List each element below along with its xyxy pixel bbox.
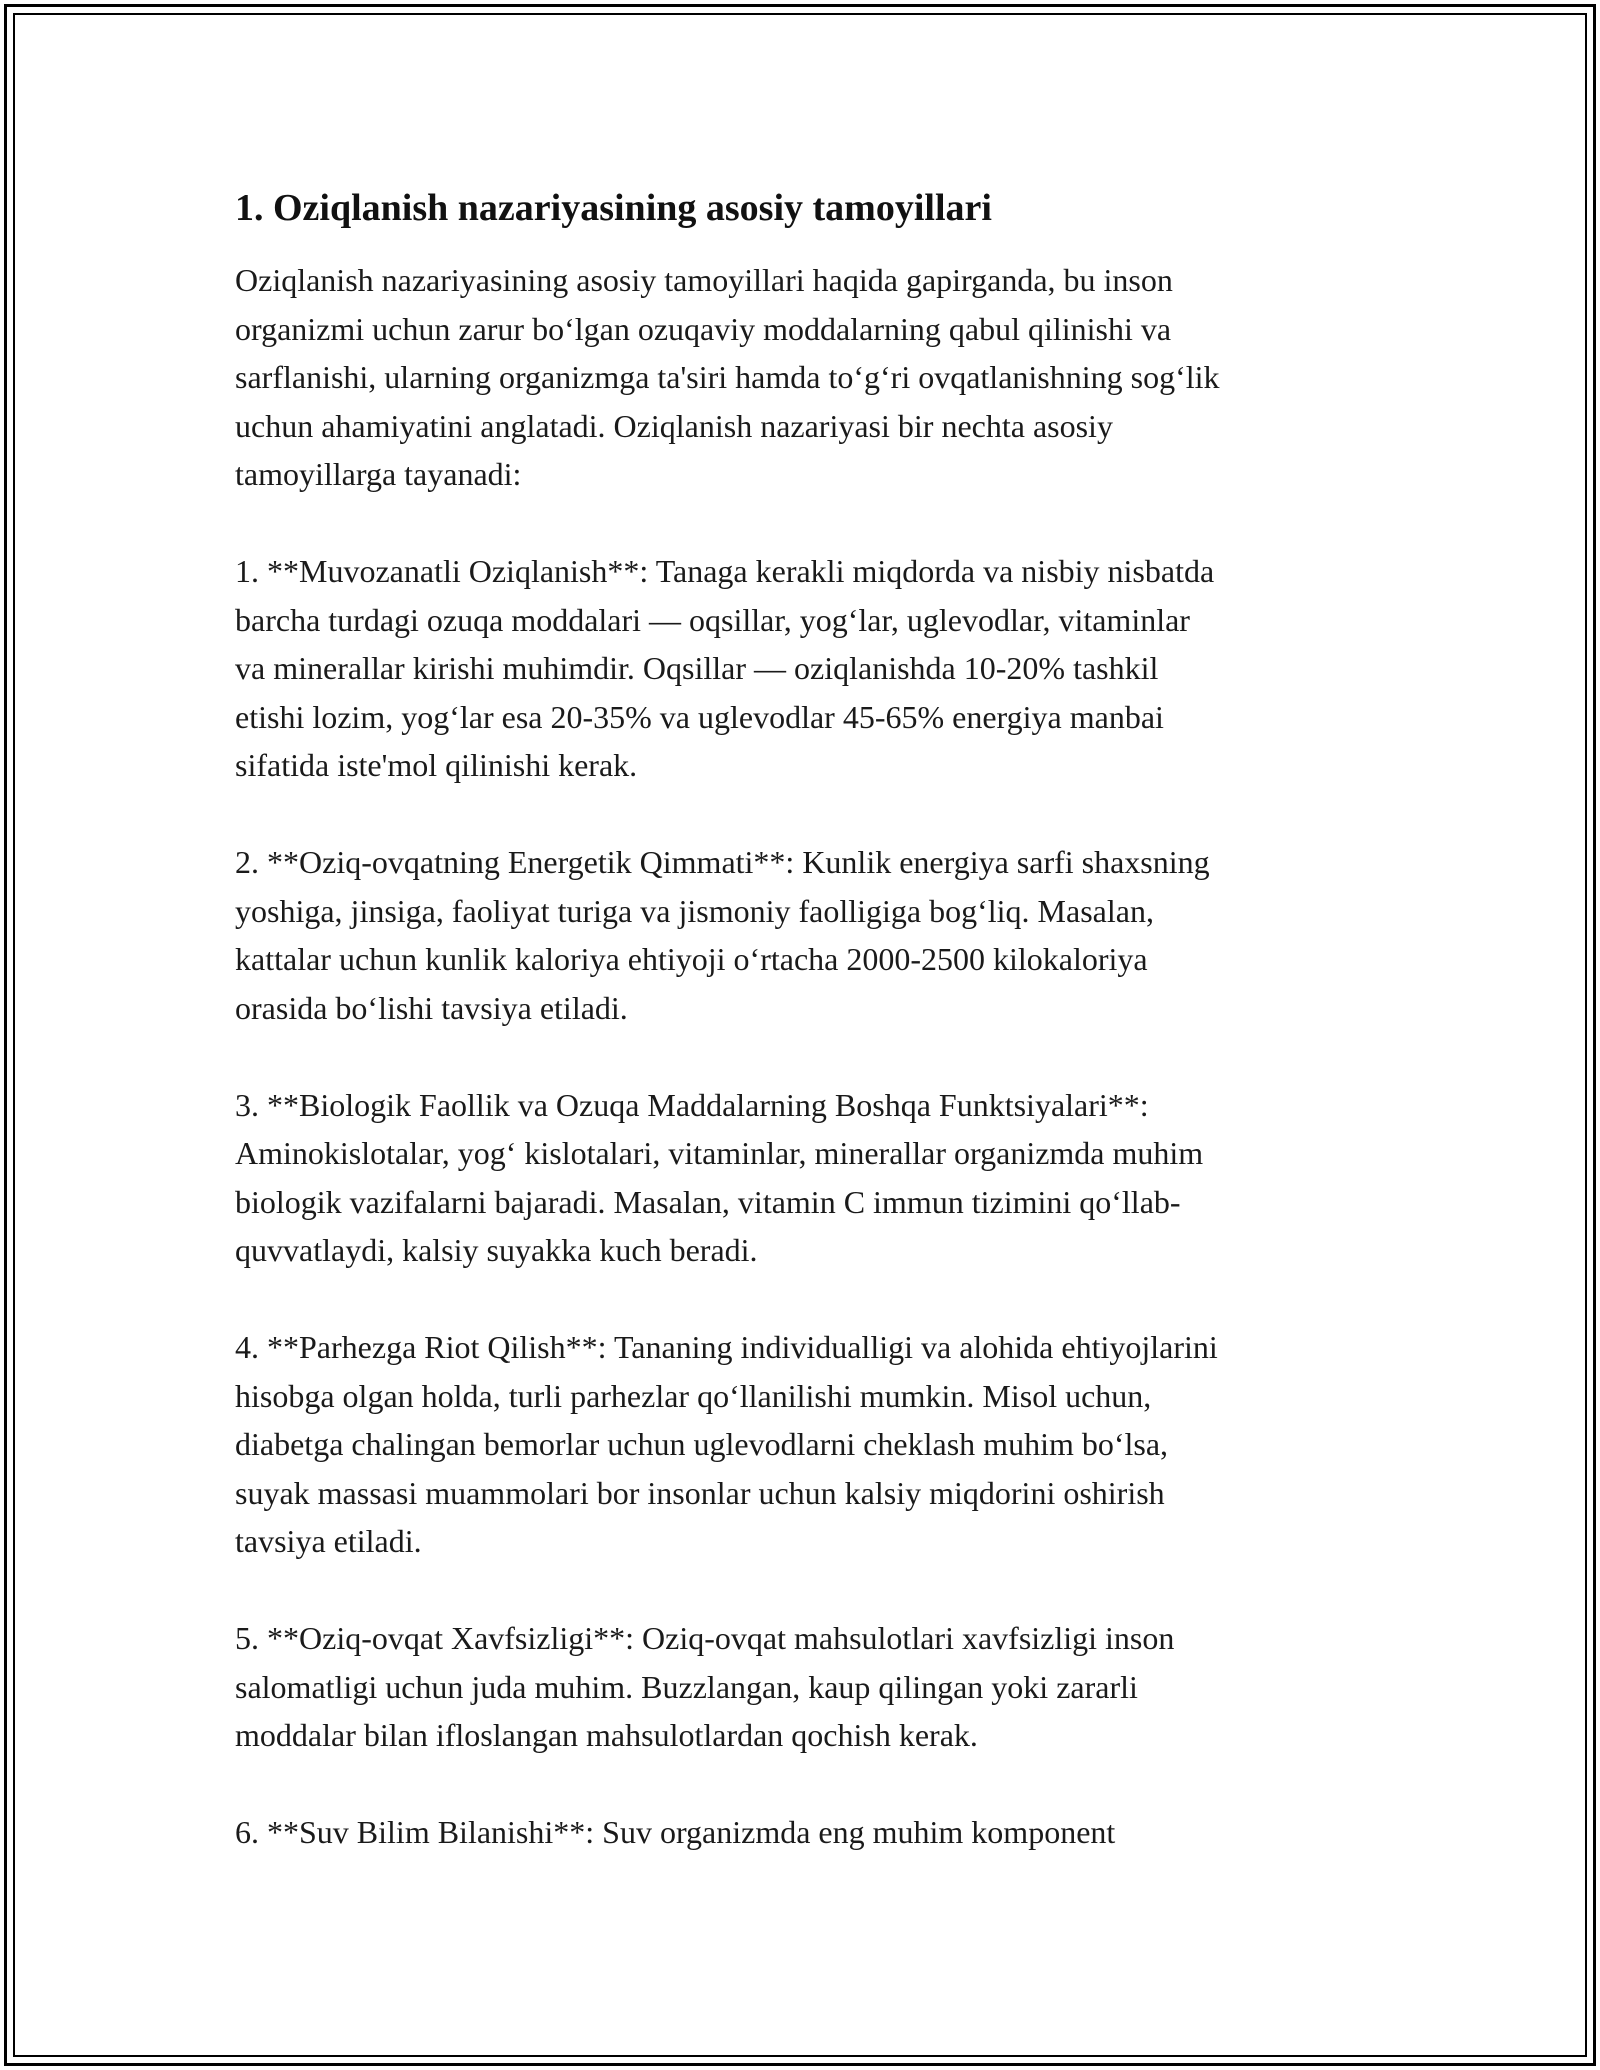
list-item-4: 4. **Parhezga Riot Qilish**: Tananing individualligi va alohida ehtiyojlarini hisobga olgan holda, turli parhezlar qo‘llanilishi mumkin. Misol uchun, diabetga chalingan bemorlar uchun uglevodlarni cheklash muhim bo‘lsa, suyak massasi muammolari bor insonlar uchun kalsiy miqdorini oshirish tavsiya etiladi. xyxy=(235,1329,1218,1559)
list-item-1: 1. **Muvozanatli Oziqlanish**: Tanaga kerakli miqdorda va nisbiy nisbatda barcha turdagi ozuqa moddalari — oqsillar, yog‘lar, uglevodlar, vitaminlar va minerallar kirishi muhimdir. Oqsillar — oziqlanishda 10-20% tashkil etishi lozim, yog‘lar esa 20-35% va uglevodlar 45-65% energiya manbai sifatida iste'mol qilinishi kerak. xyxy=(235,553,1215,783)
list-item-5: 5. **Oziq-ovqat Xavfsizligi**: Oziq-ovqat mahsulotlari xavfsizligi inson salomatligi uchun juda muhim. Buzzlangan, kaup qilingan yoki zararli moddalar bilan ifloslangan mahsulotlardan qochish kerak. xyxy=(235,1620,1175,1753)
list-item-3: 3. **Biologik Faollik va Ozuqa Maddalarning Boshqa Funktsiyalari**: Aminokislotalar, yog‘ kislotalari, vitaminlar, minerallar organizmda muhim biologik vazifalarni bajaradi. Masalan, vitamin C immun tizimini qo‘llab- quvvatlaydi, kalsiy suyakka kuch beradi. xyxy=(235,1086,1204,1268)
list-item-6: 6. **Suv Bilim Bilanishi**: Suv organizmda eng muhim komponent xyxy=(235,1814,1116,1850)
intro-paragraph: Oziqlanish nazariyasining asosiy tamoyillari haqida gapirganda, bu inson organizmi uchun zarur bo‘lgan ozuqaviy moddalarning qabul qilinishi va sarflanishi, ularning organizmga ta'siri hamda to‘g‘ri ovqatlanishning sog‘lik uchun ahamiyatini anglatadi. Oziqlanish nazariyasi bir nechta asosiy tamoyillarga tayanadi: xyxy=(235,262,1220,492)
document-body xyxy=(235,184,1375,1905)
list-item-2: 2. **Oziq-ovqatning Energetik Qimmati**: Kunlik energiya sarfi shaxsning yoshiga, jinsiga, faoliyat turiga va jismoniy faolligiga bog‘liq. Masalan, kattalar uchun kunlik kaloriya ehtiyoji o‘rtacha 2000-2500 kilokaloriya orasida bo‘lishi tavsiya etiladi. xyxy=(235,844,1210,1026)
document-title: 1. Oziqlanish nazariyasining asosiy tamoyillari xyxy=(235,187,992,229)
